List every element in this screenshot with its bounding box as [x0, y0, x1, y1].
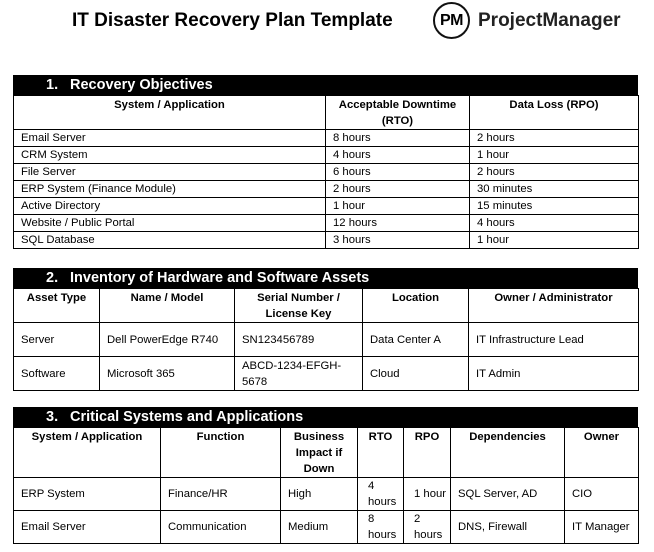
- pm-logo-icon: PM: [433, 2, 470, 39]
- table-cell: CIO: [565, 478, 639, 511]
- section-recovery-objectives: [13, 75, 638, 249]
- column-header: System / Application: [14, 96, 326, 130]
- table-cell: IT Infrastructure Lead: [469, 323, 639, 357]
- table-cell: CRM System: [14, 147, 326, 164]
- table-cell: 8 hours: [358, 511, 404, 544]
- table-row: [14, 198, 639, 215]
- column-header: Name / Model: [100, 289, 235, 323]
- table-cell: 15 minutes: [470, 198, 639, 215]
- table-cell: Website / Public Portal: [14, 215, 326, 232]
- table-cell: 1 hour: [470, 147, 639, 164]
- column-header: Data Loss (RPO): [470, 96, 639, 130]
- section-number: 1.: [46, 77, 59, 93]
- table-cell: Data Center A: [363, 323, 469, 357]
- table-cell: 6 hours: [326, 164, 470, 181]
- table-cell: 2 hours: [470, 130, 639, 147]
- table-cell: ERP System: [14, 478, 161, 511]
- table-cell: High: [281, 478, 358, 511]
- table-cell: Active Directory: [14, 198, 326, 215]
- logo-text: ProjectManager: [478, 9, 621, 31]
- table-cell: Cloud: [363, 357, 469, 391]
- section-header: [13, 407, 638, 427]
- table-cell: Dell PowerEdge R740: [100, 323, 235, 357]
- brand-logo: [433, 0, 621, 41]
- table-cell: DNS, Firewall: [451, 511, 565, 544]
- column-header: Owner: [565, 428, 639, 478]
- table-cell: 1 hour: [326, 198, 470, 215]
- column-header: RTO: [358, 428, 404, 478]
- table-cell: SQL Server, AD: [451, 478, 565, 511]
- column-header: RPO: [404, 428, 451, 478]
- section-title: Critical Systems and Applications: [70, 409, 304, 425]
- column-header: Serial Number / License Key: [235, 289, 363, 323]
- table-cell: Finance/HR: [161, 478, 281, 511]
- table-row: [14, 130, 639, 147]
- table-cell: SN123456789: [235, 323, 363, 357]
- section-title: Inventory of Hardware and Software Assets: [70, 270, 370, 286]
- column-header: Asset Type: [14, 289, 100, 323]
- table-cell: Microsoft 365: [100, 357, 235, 391]
- table-cell: 4 hours: [358, 478, 404, 511]
- table-row: [14, 164, 639, 181]
- table-row: [14, 323, 639, 357]
- table-cell: 12 hours: [326, 215, 470, 232]
- table-cell: File Server: [14, 164, 326, 181]
- table-cell: Medium: [281, 511, 358, 544]
- column-header: Dependencies: [451, 428, 565, 478]
- section-number: 2.: [46, 270, 59, 286]
- section-asset-inventory: [13, 268, 638, 391]
- table-row: [14, 232, 639, 249]
- asset-inventory-table: [13, 288, 639, 391]
- column-header: Function: [161, 428, 281, 478]
- table-cell: Email Server: [14, 511, 161, 544]
- table-cell: 4 hours: [326, 147, 470, 164]
- table-cell: Communication: [161, 511, 281, 544]
- table-cell: Server: [14, 323, 100, 357]
- page-title: IT Disaster Recovery Plan Template: [72, 10, 393, 31]
- table-row: [14, 147, 639, 164]
- critical-systems-table: [13, 427, 639, 544]
- table-header-row: [14, 96, 639, 130]
- section-critical-systems: [13, 407, 638, 544]
- table-cell: ERP System (Finance Module): [14, 181, 326, 198]
- table-cell: 2 hours: [404, 511, 451, 544]
- table-row: [14, 215, 639, 232]
- column-header: System / Application: [14, 428, 161, 478]
- table-header-row: [14, 289, 639, 323]
- column-header: Owner / Administrator: [469, 289, 639, 323]
- table-row: [14, 181, 639, 198]
- table-cell: IT Admin: [469, 357, 639, 391]
- section-header: [13, 268, 638, 288]
- table-cell: SQL Database: [14, 232, 326, 249]
- section-title: Recovery Objectives: [70, 77, 213, 93]
- table-cell: Email Server: [14, 130, 326, 147]
- table-cell: 2 hours: [470, 164, 639, 181]
- table-header-row: [14, 428, 639, 478]
- table-cell: 30 minutes: [470, 181, 639, 198]
- table-row: [14, 478, 639, 511]
- table-cell: ABCD-1234-EFGH-5678: [235, 357, 363, 391]
- table-row: [14, 357, 639, 391]
- recovery-objectives-table: [13, 95, 639, 249]
- table-row: [14, 511, 639, 544]
- column-header: Business Impact if Down: [281, 428, 358, 478]
- table-cell: 2 hours: [326, 181, 470, 198]
- column-header: Location: [363, 289, 469, 323]
- table-cell: 1 hour: [404, 478, 451, 511]
- section-number: 3.: [46, 409, 59, 425]
- section-header: [13, 75, 638, 95]
- table-cell: 1 hour: [470, 232, 639, 249]
- table-cell: 3 hours: [326, 232, 470, 249]
- table-cell: 8 hours: [326, 130, 470, 147]
- table-cell: IT Manager: [565, 511, 639, 544]
- table-cell: Software: [14, 357, 100, 391]
- column-header: Acceptable Downtime (RTO): [326, 96, 470, 130]
- table-cell: 4 hours: [470, 215, 639, 232]
